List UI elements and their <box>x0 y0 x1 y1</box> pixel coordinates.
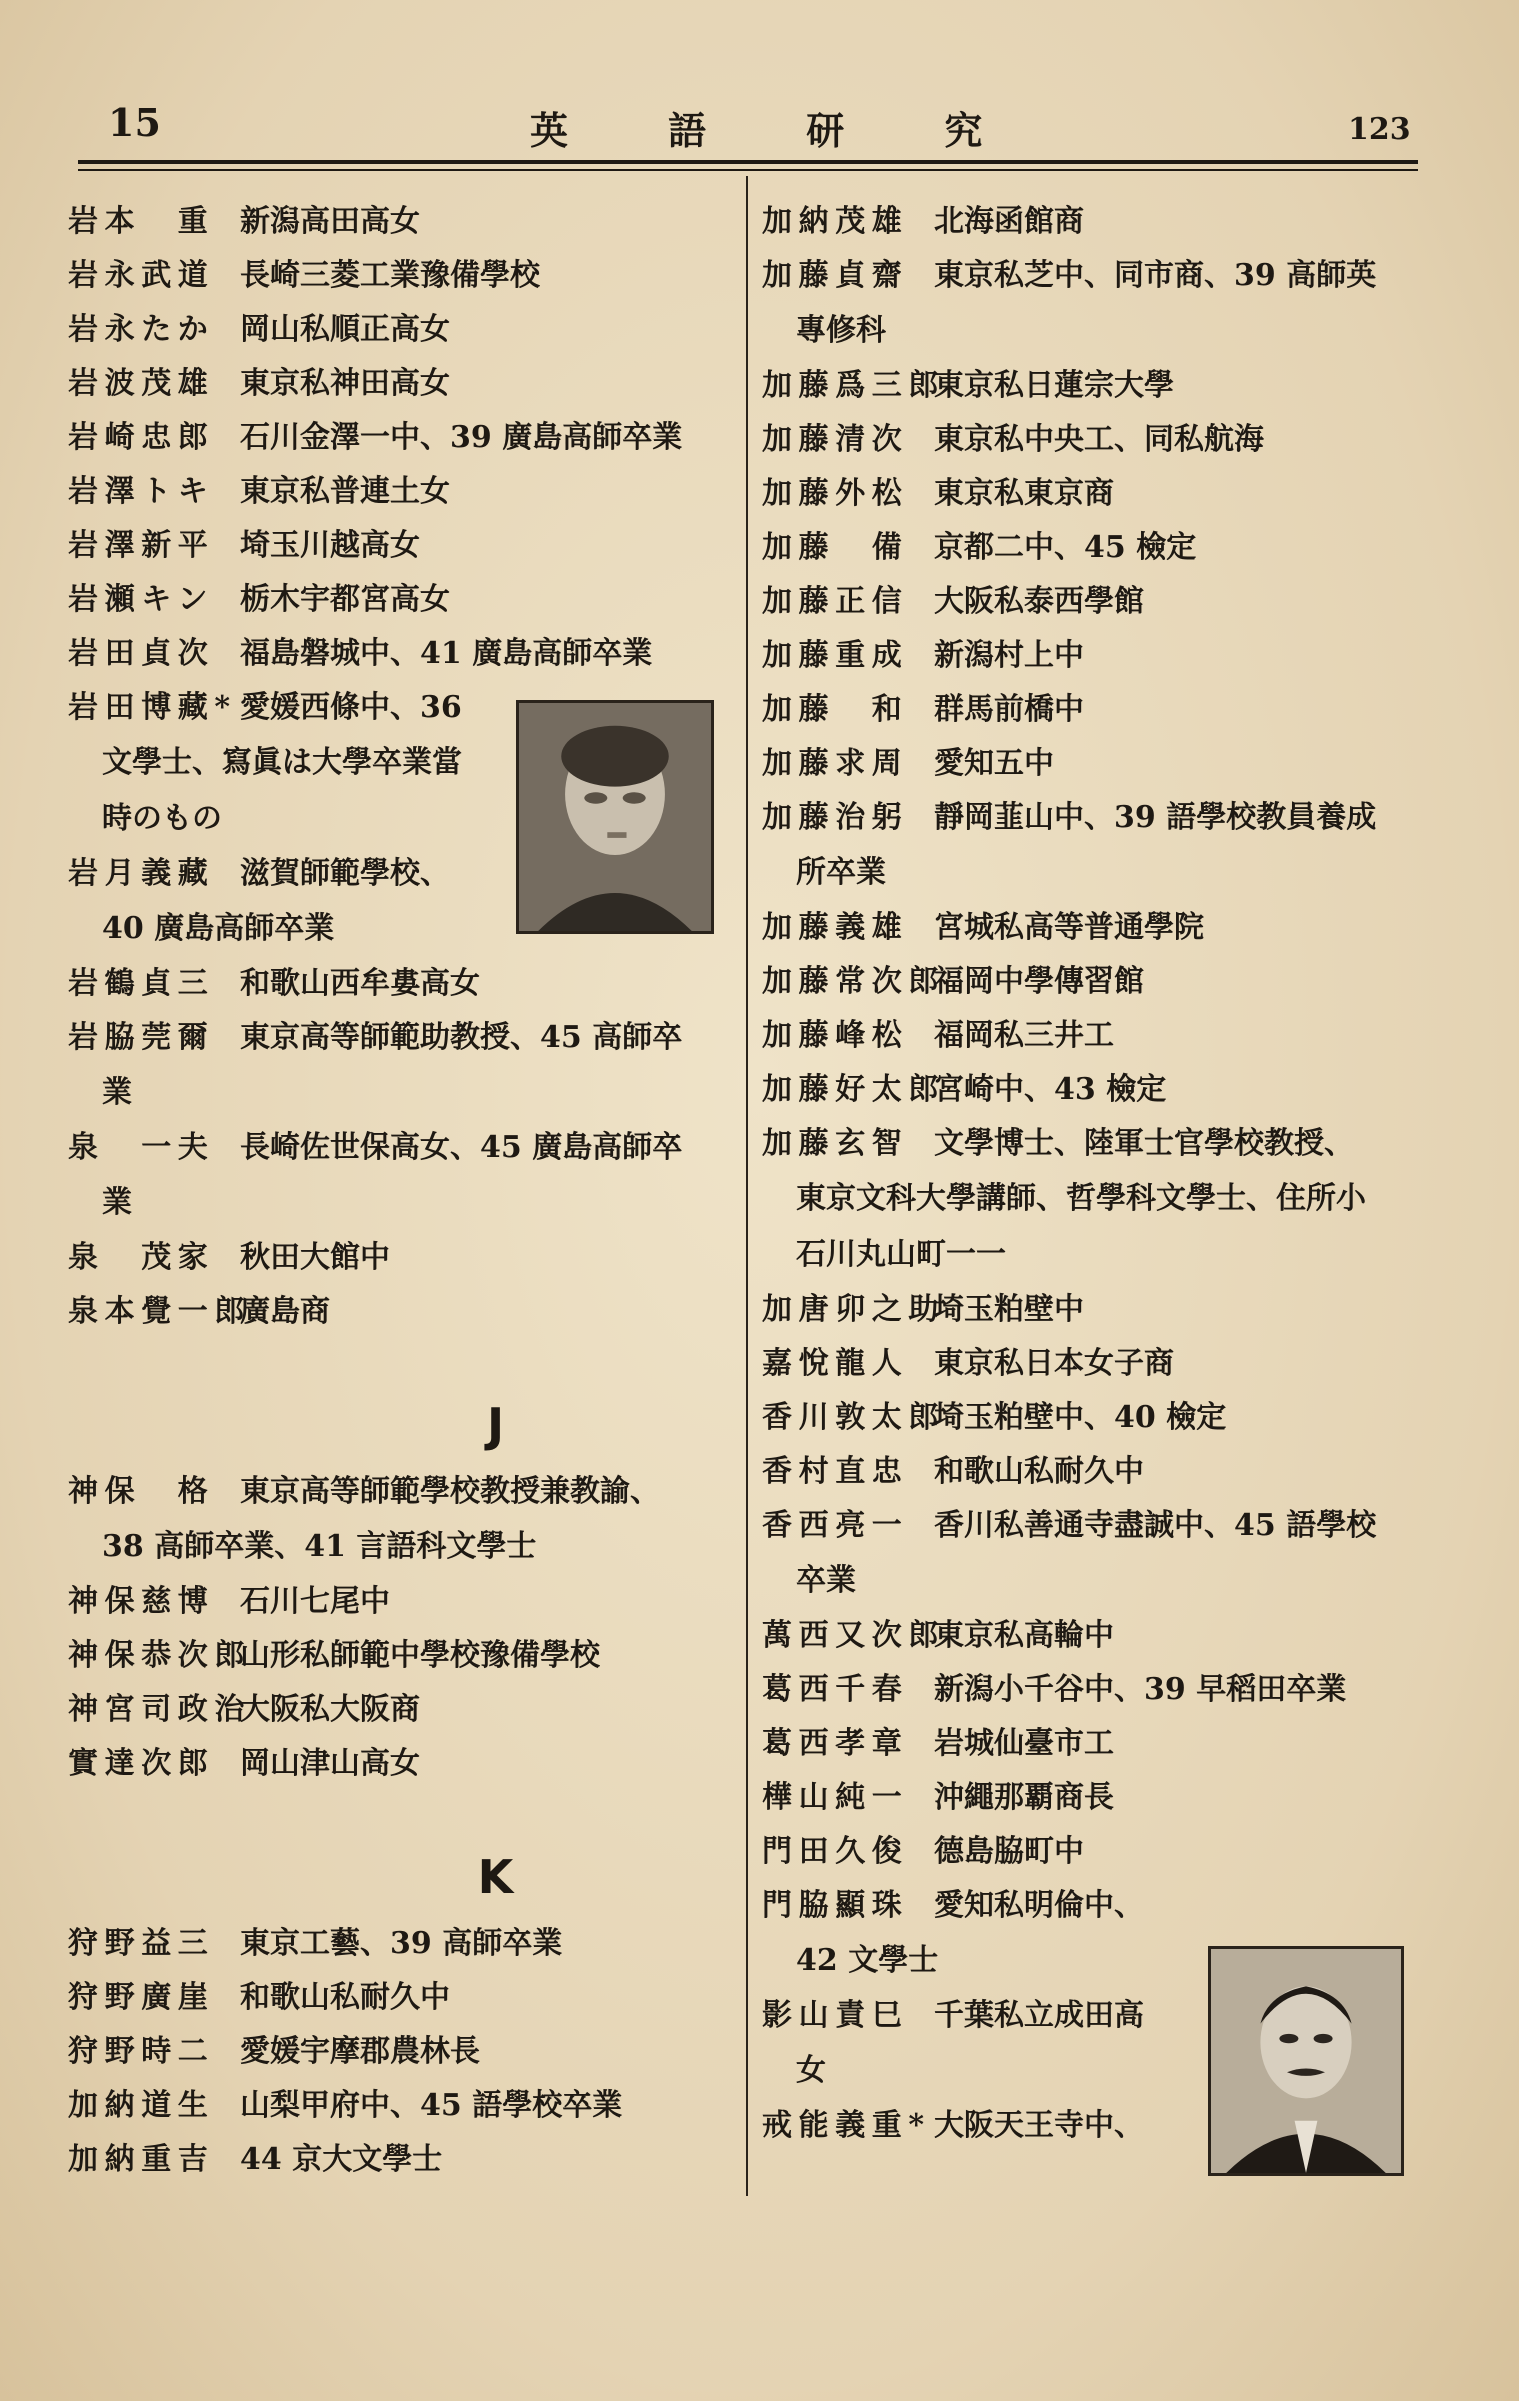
left-column <box>68 195 733 2187</box>
directory-entry <box>762 467 1462 521</box>
entry-name: 影山責巳 <box>762 1998 909 2033</box>
directory-entry <box>68 465 733 519</box>
entry-name: 加藤常次郎 <box>762 964 945 999</box>
entry-name: 加藤好太郎 <box>762 1072 945 1107</box>
page-number-left: 15 <box>108 100 161 145</box>
directory-entry <box>762 521 1462 575</box>
entry-info: 44 京大文學士 <box>240 2142 443 2177</box>
entry-name: 岩澤新平 <box>68 528 215 563</box>
header-rule-thin <box>78 169 1418 171</box>
entry-info: 福岡私三井工 <box>934 1018 1114 1053</box>
entry-name: 加藤外松 <box>762 476 909 511</box>
entry-name: 加藤清次 <box>762 422 909 457</box>
entry-info: 和歌山私耐久中 <box>934 1454 1144 1489</box>
right-column <box>762 195 1462 2153</box>
entry-info: 愛媛宇摩郡農林長 <box>240 2034 480 2069</box>
entry-continuation: 所卒業 <box>796 855 886 890</box>
entry-info: 福島磐城中、41 廣島高師卒業 <box>240 636 653 671</box>
entry-name: 萬西又次郎 <box>762 1618 945 1653</box>
directory-entry <box>762 1717 1462 1771</box>
directory-entry <box>762 683 1462 737</box>
entry-info: 岩城仙臺市工 <box>934 1726 1114 1761</box>
entry-info: 埼玉川越高女 <box>240 528 420 563</box>
entry-info: 東京私神田高女 <box>240 366 450 401</box>
entry-name: 岩月義藏 <box>68 856 215 891</box>
section-heading-j: J <box>486 1398 505 1452</box>
directory-entry <box>68 1971 733 2025</box>
entry-info: 岡山津山高女 <box>240 1746 420 1781</box>
entry-name: 加藤重成 <box>762 638 909 673</box>
entry-name: 岩崎忠郎 <box>68 420 215 455</box>
entry-info: 石川七尾中 <box>240 1584 390 1619</box>
running-title-char: 究 <box>944 108 990 153</box>
directory-entry <box>762 1009 1462 1063</box>
entry-name: 香西亮一 <box>762 1508 909 1543</box>
entry-info: 宮城私高等普通學院 <box>934 910 1204 945</box>
entry-continuation: 專修科 <box>796 313 886 348</box>
directory-entry <box>762 1879 1462 1933</box>
portrait-photo <box>1208 1946 1404 2176</box>
entry-info: 埼玉粕壁中 <box>934 1292 1084 1327</box>
directory-entry <box>68 2025 733 2079</box>
entry-info: 東京工藝、39 高師卒業 <box>240 1926 563 1961</box>
entry-info: 和歌山西牟婁高女 <box>240 966 480 1001</box>
directory-entry <box>68 195 733 249</box>
directory-entry <box>762 1499 1462 1553</box>
entry-info: 東京私日蓮宗大學 <box>934 368 1174 403</box>
entry-name: 加納重吉 <box>68 2142 215 2177</box>
directory-entry <box>68 573 733 627</box>
directory-entry <box>68 1683 733 1737</box>
entry-info: 東京高等師範助教授、45 高師卒 <box>240 1020 683 1055</box>
directory-entry <box>762 1391 1462 1445</box>
directory-entry <box>762 901 1462 955</box>
entry-info: 栃木宇都宮高女 <box>240 582 450 617</box>
directory-entry <box>68 1917 733 1971</box>
directory-entry <box>68 519 733 573</box>
entry-name: 加藤 備 <box>762 530 909 565</box>
directory-entry <box>68 1121 733 1175</box>
entry-info: 文學博士、陸軍士官學校教授、 <box>934 1126 1354 1161</box>
directory-entry <box>68 1465 733 1519</box>
entry-info: 大阪天王寺中、 <box>934 2108 1144 2143</box>
entry-info: 長崎佐世保高女、45 廣島高師卒 <box>240 1130 683 1165</box>
entry-name: 實達次郎 <box>68 1746 215 1781</box>
column-divider <box>746 176 748 2196</box>
entry-name: 葛西孝章 <box>762 1726 909 1761</box>
entry-name: 葛西千春 <box>762 1672 909 1707</box>
entry-info: 東京私中央工、同私航海 <box>934 422 1264 457</box>
entry-continuation: 40 廣島高師卒業 <box>102 911 335 946</box>
entry-info: 大阪私大阪商 <box>240 1692 420 1727</box>
entry-info: 德島脇町中 <box>934 1834 1084 1869</box>
entry-info: 東京私普連土女 <box>240 474 450 509</box>
entry-info: 埼玉粕壁中、40 檢定 <box>934 1400 1227 1435</box>
directory-entry <box>68 1231 733 1285</box>
entry-name: 加藤求周 <box>762 746 909 781</box>
header-rule <box>78 160 1418 164</box>
running-title <box>530 100 990 155</box>
directory-entry <box>68 303 733 357</box>
directory-entry <box>68 627 733 681</box>
entry-name: 加藤治躬 <box>762 800 909 835</box>
entry-info: 和歌山私耐久中 <box>240 1980 450 2015</box>
directory-entry <box>762 195 1462 249</box>
entry-continuation: 42 文學士 <box>796 1943 939 1978</box>
directory-entry <box>762 1117 1462 1171</box>
directory-entry <box>762 359 1462 413</box>
entry-name: 岩田博藏* <box>68 690 237 725</box>
portrait-image <box>519 703 711 931</box>
directory-entry <box>762 1771 1462 1825</box>
entry-info: 北海函館商 <box>934 204 1084 239</box>
entry-info: 宮崎中、43 檢定 <box>934 1072 1167 1107</box>
entry-info: 京都二中、45 檢定 <box>934 530 1197 565</box>
entry-name: 門脇顯珠 <box>762 1888 909 1923</box>
directory-entry <box>762 1283 1462 1337</box>
entry-name: 岩波茂雄 <box>68 366 215 401</box>
directory-entry <box>68 1285 733 1339</box>
entry-name: 岩鶴貞三 <box>68 966 215 1001</box>
entry-info: 滋賀師範學校、 <box>240 856 450 891</box>
entry-info: 愛知五中 <box>934 746 1054 781</box>
directory-entry <box>68 1011 733 1065</box>
entry-info: 東京私高輪中 <box>934 1618 1114 1653</box>
running-title-char: 研 <box>806 108 852 153</box>
running-title-char: 英 <box>530 108 576 153</box>
entry-name: 神保恭次郎 <box>68 1638 251 1673</box>
entry-name: 岩澤トキ <box>68 474 215 509</box>
entry-info: 新潟小千谷中、39 早稻田卒業 <box>934 1672 1347 1707</box>
entry-info: 千葉私立成田高 <box>934 1998 1144 2033</box>
entry-name: 加納茂雄 <box>762 204 909 239</box>
entry-info: 長崎三菱工業豫備學校 <box>240 258 540 293</box>
entry-name: 狩野時二 <box>68 2034 215 2069</box>
section-heading-k: K <box>477 1850 514 1904</box>
entry-name: 香川敦太郎 <box>762 1400 945 1435</box>
entry-continuation: 卒業 <box>796 1563 856 1598</box>
entry-info: 廣島商 <box>240 1294 330 1329</box>
entry-continuation: 時のもの <box>102 801 222 836</box>
entry-info: 愛知私明倫中、 <box>934 1888 1144 1923</box>
portrait-photo <box>516 700 714 934</box>
entry-info: 新潟村上中 <box>934 638 1084 673</box>
portrait-image <box>1211 1949 1401 2173</box>
entry-info: 群馬前橋中 <box>934 692 1084 727</box>
directory-entry <box>68 957 733 1011</box>
entry-name: 嘉悅龍人 <box>762 1346 909 1381</box>
directory-entry <box>762 955 1462 1009</box>
page-number-right: 123 <box>1348 112 1411 147</box>
entry-info: 山形私師範中學校豫備學校 <box>240 1638 600 1673</box>
running-title-char: 語 <box>668 108 714 153</box>
directory-entry <box>68 1575 733 1629</box>
entry-name: 加納道生 <box>68 2088 215 2123</box>
entry-name: 樺山純一 <box>762 1780 909 1815</box>
entry-name: 岩田貞次 <box>68 636 215 671</box>
entry-name: 岩瀬キン <box>68 582 215 617</box>
directory-entry <box>68 357 733 411</box>
entry-continuation: 文學士、寫眞は大學卒業當 <box>102 745 462 780</box>
entry-name: 泉 一夫 <box>68 1130 215 1165</box>
directory-entry <box>68 1629 733 1683</box>
entry-name: 泉 茂家 <box>68 1240 215 1275</box>
entry-name: 狩野廣崖 <box>68 1980 215 2015</box>
entry-info: 秋田大館中 <box>240 1240 390 1275</box>
entry-name: 岩本 重 <box>68 204 215 239</box>
entry-info: 愛媛西條中、36 <box>240 690 462 725</box>
entry-name: 香村直忠 <box>762 1454 909 1489</box>
entry-name: 岩脇莞爾 <box>68 1020 215 1055</box>
entry-name: 門田久俊 <box>762 1834 909 1869</box>
entry-info: 東京私日本女子商 <box>934 1346 1174 1381</box>
entry-info: 福岡中學傳習館 <box>934 964 1144 999</box>
entry-info: 東京高等師範學校教授兼教諭、 <box>240 1474 660 1509</box>
directory-entry <box>762 413 1462 467</box>
entry-name: 戒能義重* <box>762 2108 931 2143</box>
directory-entry <box>762 629 1462 683</box>
entry-name: 加藤峰松 <box>762 1018 909 1053</box>
entry-name: 加藤玄智 <box>762 1126 909 1161</box>
entry-info: 山梨甲府中、45 語學校卒業 <box>240 2088 623 2123</box>
entry-info: 沖繩那覇商長 <box>934 1780 1114 1815</box>
directory-entry <box>68 249 733 303</box>
directory-entry <box>68 1737 733 1791</box>
entry-name: 岩永武道 <box>68 258 215 293</box>
directory-entry <box>762 1063 1462 1117</box>
entry-info: 東京私東京商 <box>934 476 1114 511</box>
directory-entry <box>762 1825 1462 1879</box>
directory-entry <box>762 737 1462 791</box>
entry-name: 加藤貞齋 <box>762 258 909 293</box>
entry-name: 加藤爲三郎 <box>762 368 945 403</box>
directory-entry <box>762 575 1462 629</box>
directory-entry <box>762 791 1462 845</box>
entry-continuation: 業 <box>102 1075 132 1110</box>
entry-info: 香川私善通寺盡誠中、45 語學校 <box>934 1508 1377 1543</box>
entry-name: 神保 格 <box>68 1474 215 1509</box>
entry-name: 狩野益三 <box>68 1926 215 1961</box>
entry-name: 加藤義雄 <box>762 910 909 945</box>
directory-entry <box>68 2133 733 2187</box>
entry-info: 東京私芝中、同市商、39 高師英 <box>934 258 1377 293</box>
entry-info: 石川金澤一中、39 廣島高師卒業 <box>240 420 683 455</box>
directory-entry <box>762 1445 1462 1499</box>
entry-name: 泉本覺一郎 <box>68 1294 251 1329</box>
entry-name: 神宮司政治 <box>68 1692 251 1727</box>
entry-info: 靜岡韮山中、39 語學校教員養成 <box>934 800 1377 835</box>
entry-name: 神保慈博 <box>68 1584 215 1619</box>
directory-entry <box>68 2079 733 2133</box>
entry-name: 加唐卯之助 <box>762 1292 945 1327</box>
directory-entry <box>762 249 1462 303</box>
entry-continuation: 38 高師卒業、41 言語科文學士 <box>102 1529 537 1564</box>
entry-info: 新潟高田高女 <box>240 204 420 239</box>
directory-entry <box>762 1337 1462 1391</box>
entry-list <box>68 195 733 735</box>
entry-continuation: 女 <box>796 2053 826 2088</box>
entry-name: 岩永たか <box>68 312 215 347</box>
directory-entry <box>762 1609 1462 1663</box>
directory-entry <box>68 411 733 465</box>
entry-name: 加藤 和 <box>762 692 909 727</box>
entry-name: 加藤正信 <box>762 584 909 619</box>
entry-continuation: 東京文科大學講師、哲學科文學士、住所小 <box>796 1181 1366 1216</box>
entry-continuation: 石川丸山町一一 <box>796 1237 1006 1272</box>
entry-info: 大阪私泰西學館 <box>934 584 1144 619</box>
entry-info: 岡山私順正高女 <box>240 312 450 347</box>
directory-entry <box>762 1663 1462 1717</box>
entry-continuation: 業 <box>102 1185 132 1220</box>
